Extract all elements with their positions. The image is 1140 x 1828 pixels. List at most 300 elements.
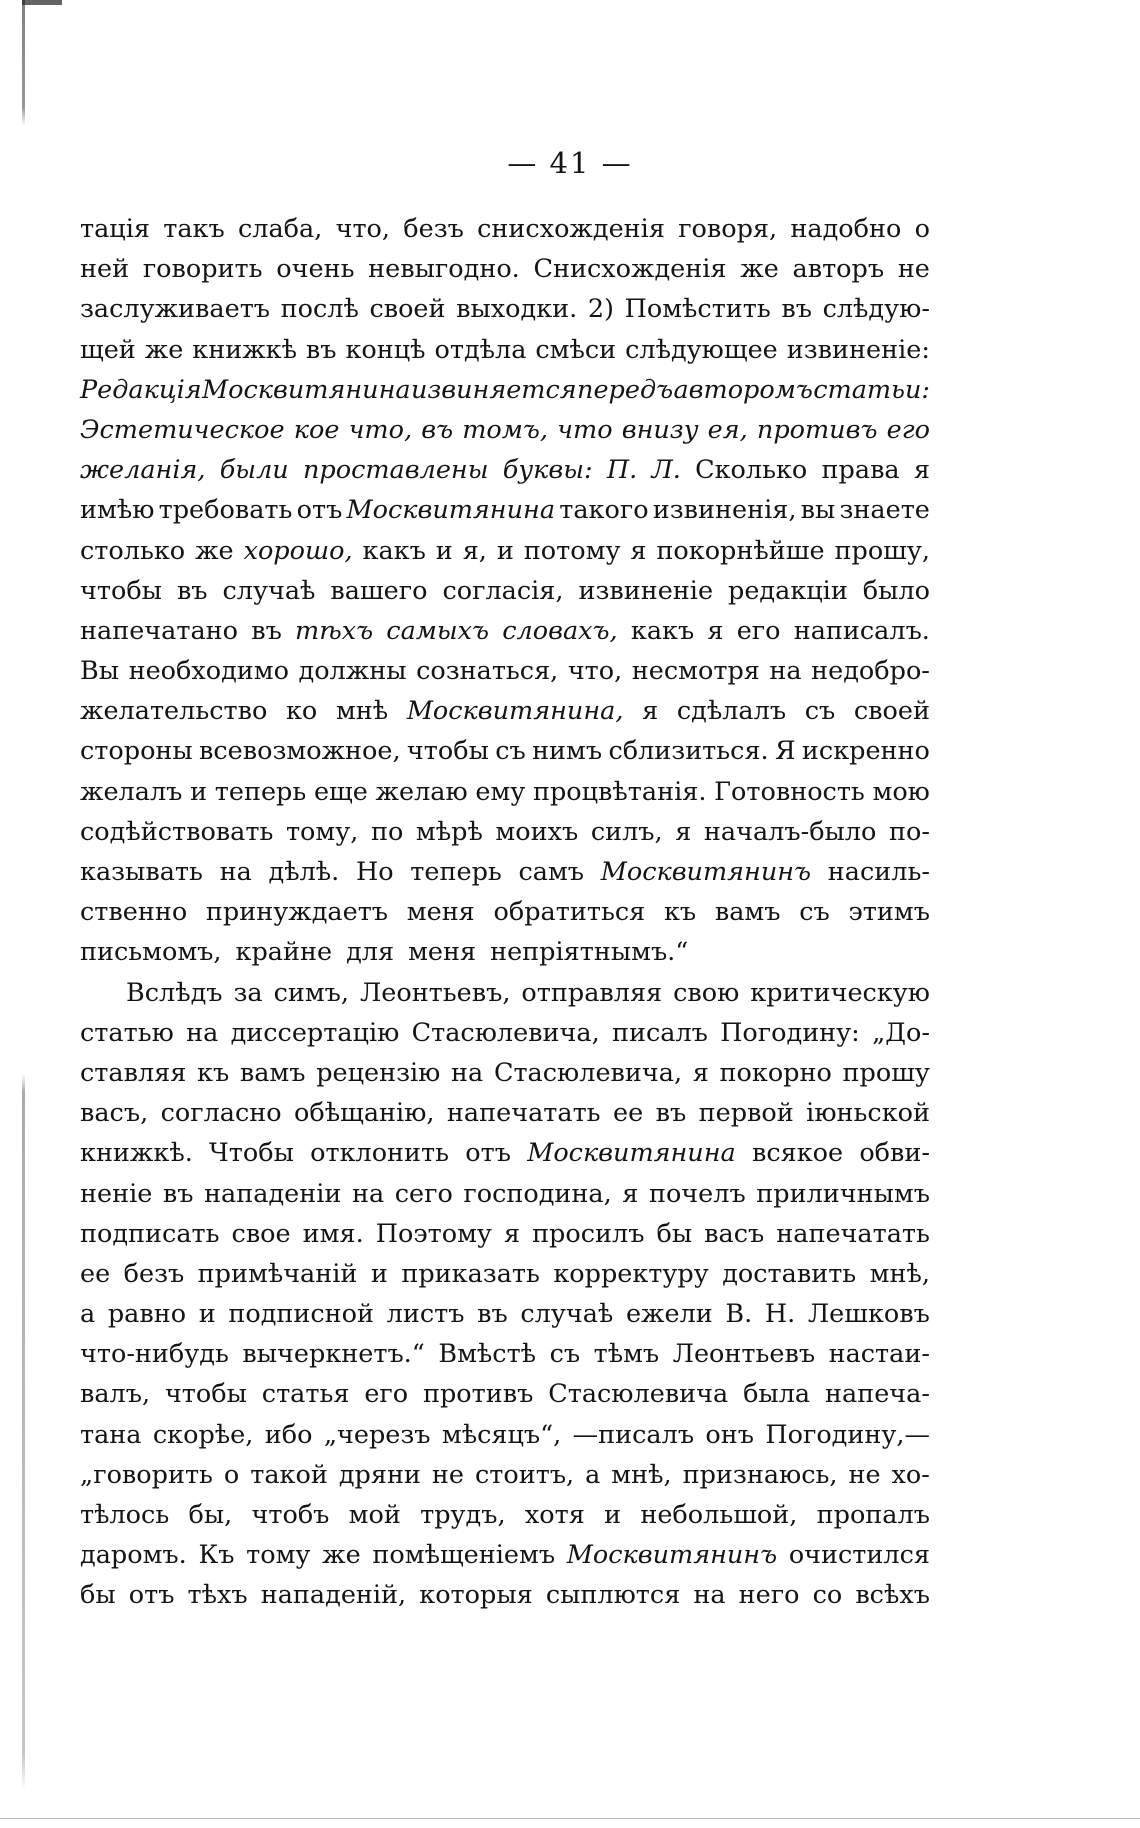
text-line: [80, 254, 930, 294]
word: дѣлѣ.: [268, 857, 340, 887]
italic-word: кое: [293, 414, 340, 445]
word: Стасюлевича,: [411, 1017, 600, 1048]
word: противъ: [422, 1379, 534, 1410]
word: и: [190, 776, 208, 807]
italic-word: тѣхъ: [295, 615, 374, 646]
word: меня: [408, 937, 477, 968]
word: „говорить: [80, 1459, 213, 1490]
word: мой: [348, 1500, 401, 1530]
italic-word: внизу: [621, 414, 699, 445]
italic-word: проставлены: [303, 455, 489, 486]
word: диссертацію: [230, 1017, 400, 1048]
word: ней: [80, 254, 130, 285]
text-line: [80, 978, 930, 1018]
italic-word: Москвитянина: [202, 374, 411, 405]
word: очень: [276, 254, 355, 285]
word: ко: [285, 696, 318, 727]
word: книжкѣ: [192, 334, 297, 365]
word: слаба,: [237, 214, 323, 244]
word: Стасюлевича,: [493, 1057, 683, 1088]
word: необходимо: [128, 656, 289, 687]
word: обѣщанію,: [294, 1098, 435, 1129]
word: свою: [673, 977, 740, 1008]
italic-word: были: [219, 455, 289, 486]
word: ее: [613, 1098, 644, 1129]
italic-word: Москвитянина,: [406, 696, 624, 727]
word: моихъ: [495, 816, 579, 847]
word: В.: [725, 1299, 753, 1330]
word: вамъ: [714, 897, 781, 928]
word: почелъ: [648, 1178, 746, 1209]
word: сознаться,: [416, 656, 559, 687]
word: доставить: [722, 1258, 857, 1289]
word: книжкѣ.: [80, 1138, 193, 1169]
word: а: [80, 1299, 96, 1330]
word: Но: [355, 857, 394, 887]
word: потому: [523, 535, 621, 566]
word: о: [914, 214, 930, 244]
text-line: [80, 335, 930, 375]
word: содѣйствовать: [80, 816, 274, 847]
word: письмомъ,: [80, 937, 222, 968]
word: господина,: [463, 1178, 612, 1209]
word: Стасюлевича: [548, 1379, 729, 1410]
text-line: [80, 857, 930, 897]
word: тѣмъ: [593, 1339, 660, 1370]
word: своей: [853, 696, 930, 727]
word: бы: [656, 1218, 693, 1249]
word: Погодину:: [720, 1017, 860, 1048]
text-line: [80, 455, 930, 495]
text-line: [80, 897, 930, 937]
word: сыплются: [545, 1580, 681, 1611]
italic-word: Москвитянина: [527, 1138, 736, 1169]
word: Вмѣстѣ: [438, 1339, 537, 1370]
word: даромъ.: [80, 1540, 187, 1571]
word: Сколько: [695, 455, 808, 486]
word: говорить: [142, 254, 263, 285]
word: валъ,: [80, 1379, 151, 1410]
word: мнѣ: [335, 696, 389, 727]
word: имя.: [302, 1218, 364, 1249]
word: началъ-было: [703, 816, 877, 847]
word: покорно: [719, 1057, 832, 1088]
word: вы: [800, 495, 836, 526]
word: всѣхъ: [855, 1580, 930, 1611]
word: помѣщеніемъ: [372, 1540, 556, 1571]
word: хотя: [524, 1500, 585, 1530]
word: напечатать: [446, 1098, 601, 1129]
word: было: [862, 575, 930, 606]
scan-corner-mark: [22, 0, 62, 5]
text-line: [80, 1138, 930, 1178]
word: вашего: [330, 575, 428, 606]
word: по-: [889, 816, 930, 847]
word: согласія,: [442, 575, 564, 606]
word: съ: [549, 1339, 581, 1370]
word: симъ,: [273, 977, 350, 1008]
word: я: [630, 535, 647, 566]
word: что-нибудь: [80, 1339, 229, 1370]
text-line: [80, 536, 930, 576]
word: Погодину,—: [765, 1419, 930, 1450]
word: онъ: [705, 1419, 754, 1450]
word: признаюсь,: [682, 1459, 838, 1490]
word: просилъ: [532, 1218, 645, 1249]
word: своей: [369, 294, 446, 325]
text-line: [80, 294, 930, 334]
text-line: [80, 1500, 930, 1540]
text-line: [80, 1339, 930, 1379]
word: приличнымъ: [756, 1178, 930, 1209]
word: авторъ: [792, 254, 885, 285]
word: желательство: [80, 696, 268, 727]
word: и: [435, 535, 453, 566]
word: отдѣла: [434, 334, 527, 365]
word: меня: [406, 897, 475, 928]
word: отъ: [465, 1138, 511, 1169]
word: отклонить: [310, 1138, 450, 1169]
word: на: [351, 1178, 385, 1209]
word: хо-: [891, 1459, 930, 1490]
italic-word: П.: [606, 455, 638, 486]
italic-word: желанія,: [80, 455, 206, 486]
word: требовать: [158, 495, 293, 526]
word: Снисхожденія: [533, 254, 727, 285]
text-line: [80, 736, 930, 776]
text-line: [80, 576, 930, 616]
word: извиненія,: [652, 495, 797, 526]
word: нападеніи: [204, 1178, 342, 1209]
italic-word: передъ: [577, 374, 674, 405]
word: насиль-: [827, 857, 930, 887]
word: силъ,: [590, 816, 663, 847]
word: отъ: [296, 495, 343, 526]
word: для: [346, 937, 395, 968]
word: мѣрѣ: [415, 816, 483, 847]
italic-word: Москвитянинъ: [600, 857, 812, 887]
word: съ: [495, 736, 526, 767]
word: процвѣтанія.: [532, 776, 707, 807]
word: бы,: [188, 1500, 233, 1530]
word: мнѣ,: [869, 1258, 930, 1289]
word: пропалъ: [816, 1500, 930, 1530]
text-line: [80, 656, 930, 696]
word: снисхожденія: [477, 214, 665, 244]
word: 2): [587, 294, 615, 325]
word: ибо: [264, 1419, 313, 1450]
word: ее: [80, 1258, 111, 1289]
text-line: [80, 1540, 930, 1580]
word: листъ: [386, 1299, 465, 1330]
word: бы: [80, 1580, 116, 1611]
word: тому,: [285, 816, 359, 847]
text-line: [80, 1379, 930, 1419]
body-text: [80, 214, 930, 1621]
word: такой: [250, 1459, 328, 1490]
word: этимъ: [848, 897, 930, 928]
word: ежели: [625, 1299, 713, 1330]
italic-word: извиняется: [410, 374, 577, 405]
word: и: [198, 1299, 216, 1330]
word: въ: [251, 615, 282, 646]
word: какъ: [630, 615, 695, 646]
word: сблизиться.: [608, 736, 769, 767]
word: щей: [80, 334, 136, 365]
word: сего: [394, 1178, 453, 1209]
word: права: [821, 455, 900, 486]
italic-word: хорошо,: [243, 535, 353, 566]
word: самъ: [518, 857, 585, 887]
word: Я: [774, 736, 796, 767]
word: Н.: [764, 1299, 796, 1330]
word: и: [604, 1500, 622, 1530]
word: напечатано: [80, 615, 239, 646]
text-line: [80, 214, 930, 254]
word: знаете: [839, 495, 930, 526]
text-line: [80, 1460, 930, 1500]
word: Чтобы: [209, 1138, 294, 1169]
word: не: [897, 254, 930, 285]
word: неніе: [80, 1178, 153, 1209]
page-bottom-edge: [0, 1818, 1140, 1819]
word: слѣдующее: [625, 334, 778, 365]
word: не: [848, 1459, 881, 1490]
word: столько: [80, 535, 186, 566]
word: со: [812, 1580, 843, 1611]
word: рецензію: [316, 1057, 441, 1088]
word: отъ: [128, 1580, 175, 1611]
word: же: [740, 254, 779, 285]
word: теперь: [214, 776, 307, 807]
word: извиненіе:: [786, 334, 930, 365]
text-line: [80, 1098, 930, 1138]
word: тѣхъ: [187, 1580, 248, 1611]
word: свое: [231, 1218, 291, 1249]
word: я,: [462, 535, 487, 566]
text-line: [80, 1058, 930, 1098]
word: обви-: [859, 1138, 930, 1169]
word: желаю: [375, 776, 468, 807]
word: подписной: [228, 1299, 375, 1330]
word: трудъ,: [420, 1500, 506, 1530]
word: статью: [80, 1017, 174, 1048]
word: статья: [261, 1379, 350, 1410]
word: въ: [176, 575, 208, 606]
word: я: [913, 455, 930, 486]
word: покорнѣйше: [656, 535, 825, 566]
word: и: [370, 1258, 388, 1289]
italic-word: авторомъ: [673, 374, 813, 405]
word: дряни: [338, 1459, 421, 1490]
word: я: [675, 816, 692, 847]
word: написалъ.: [793, 615, 930, 646]
word: выходки.: [456, 294, 578, 325]
word: несмотря: [631, 656, 760, 687]
italic-word: самыхъ: [386, 615, 490, 646]
word: должны: [298, 656, 407, 687]
word: казывать: [80, 857, 203, 887]
word: —писалъ: [572, 1419, 695, 1450]
text-line: [80, 375, 930, 415]
word: еще: [313, 776, 368, 807]
word: я: [642, 696, 659, 727]
word: равно: [107, 1299, 187, 1330]
word: случаѣ: [222, 575, 316, 606]
word: чтобъ: [251, 1500, 330, 1530]
word: него: [738, 1580, 800, 1611]
word: вамъ: [239, 1057, 306, 1088]
word: его: [364, 1379, 409, 1410]
text-line: [80, 1299, 930, 1339]
word: мнѣ,: [611, 1459, 672, 1490]
word: къ: [663, 897, 697, 928]
word: и: [496, 535, 514, 566]
text-line: [80, 1580, 930, 1620]
word: невыгодно.: [368, 254, 520, 285]
word: чтобы: [164, 1379, 247, 1410]
word: крайне: [235, 937, 333, 968]
text-line: [80, 696, 930, 736]
word: въ: [477, 1299, 508, 1330]
text-line: [80, 1219, 930, 1259]
word: „черезъ: [323, 1419, 431, 1450]
word: желалъ: [80, 776, 183, 807]
word: чтобы: [406, 736, 489, 767]
word: Помѣстить: [624, 294, 771, 325]
text-line: [80, 937, 930, 977]
word: за: [233, 977, 263, 1008]
word: съ: [799, 897, 830, 928]
word: ставляя: [80, 1057, 187, 1088]
italic-word: Редакція: [80, 374, 202, 405]
word: теперь: [410, 857, 502, 887]
word: Къ: [198, 1540, 235, 1571]
italic-word: что: [557, 414, 613, 445]
word: я: [707, 615, 724, 646]
word: я: [503, 1218, 521, 1249]
word: васъ: [704, 1218, 765, 1249]
word: а: [585, 1459, 601, 1490]
word: заслуживаетъ: [80, 294, 271, 325]
word: такъ: [163, 214, 225, 244]
word: же: [195, 535, 234, 566]
page-number: — 41 —: [507, 146, 633, 180]
word: іюньской: [806, 1098, 930, 1129]
word: на: [186, 1017, 219, 1048]
word: нападеній,: [260, 1580, 407, 1611]
italic-word: въ: [421, 414, 454, 445]
word: настаи-: [828, 1339, 930, 1370]
word: принуждаетъ: [205, 897, 389, 928]
word: небольшой,: [640, 1500, 798, 1530]
scan-edge-mark: [22, 0, 25, 1790]
word: писалъ: [612, 1017, 708, 1048]
word: критическую: [750, 977, 930, 1008]
word: Вслѣдъ: [126, 977, 223, 1008]
word: ственно: [80, 897, 188, 928]
word: же: [322, 1540, 361, 1571]
word: тана: [80, 1419, 142, 1450]
italic-word: ея,: [707, 414, 748, 445]
word: всевозможное,: [199, 736, 401, 767]
word: приказать: [401, 1258, 540, 1289]
italic-word: его: [886, 414, 930, 445]
word: въ: [162, 1178, 194, 1209]
italic-word: буквы:: [502, 455, 593, 486]
word: такого: [559, 495, 649, 526]
word: отправляя: [521, 977, 663, 1008]
word: на: [769, 656, 802, 687]
word: извиненіе: [578, 575, 714, 606]
word: примѣчаній: [197, 1258, 358, 1289]
word: которыя: [419, 1580, 533, 1611]
text-line: [80, 817, 930, 857]
word: мою: [872, 776, 930, 807]
word: безъ: [123, 1258, 185, 1289]
word: Готовность: [714, 776, 865, 807]
word: сдѣлалъ: [676, 696, 787, 727]
word: „До-: [872, 1017, 930, 1048]
word: всякое: [751, 1138, 844, 1169]
word: Леонтьевъ: [672, 1339, 816, 1370]
word: прошу: [842, 1057, 930, 1088]
word: корректуру: [553, 1258, 709, 1289]
italic-word: Москвитянинъ: [566, 1540, 778, 1571]
word: безъ: [403, 214, 464, 244]
word: мѣсяцъ“,: [441, 1419, 562, 1450]
word: прошу,: [834, 535, 930, 566]
word: тому: [246, 1540, 311, 1571]
word: напеча-: [825, 1379, 930, 1410]
italic-word: Москвитянина: [346, 495, 556, 526]
text-line: [80, 495, 930, 535]
word: послѣ: [280, 294, 359, 325]
word: его: [736, 615, 781, 646]
text-line: [80, 616, 930, 656]
word: о: [223, 1459, 240, 1490]
text-line: [80, 415, 930, 455]
word: смѣси: [535, 334, 617, 365]
word: стороны: [80, 736, 193, 767]
word: недобро-: [811, 656, 930, 687]
word: имѣю: [80, 495, 155, 526]
word: случаѣ: [520, 1299, 614, 1330]
word: какъ: [362, 535, 426, 566]
word: концѣ: [345, 334, 426, 365]
word: Лешковъ: [807, 1299, 930, 1330]
word: что,: [335, 214, 391, 244]
word: искренно: [801, 736, 930, 767]
word: нимъ: [532, 736, 603, 767]
text-line: [80, 1179, 930, 1219]
word: чтобы: [80, 575, 162, 606]
word: на: [219, 857, 252, 887]
word: же: [144, 334, 184, 365]
word: надобно: [790, 214, 902, 244]
word: очистился: [788, 1540, 930, 1571]
italic-word: томъ,: [462, 414, 549, 445]
italic-word: противъ: [756, 414, 878, 445]
word: Поэтому: [375, 1218, 492, 1249]
word: въ: [305, 334, 337, 365]
word: подписать: [80, 1218, 220, 1249]
text-line: [80, 1420, 930, 1460]
word: была: [743, 1379, 811, 1410]
word: непріятнымъ.“: [490, 937, 689, 968]
text-line: [80, 1259, 930, 1299]
word: обратиться: [493, 897, 646, 928]
